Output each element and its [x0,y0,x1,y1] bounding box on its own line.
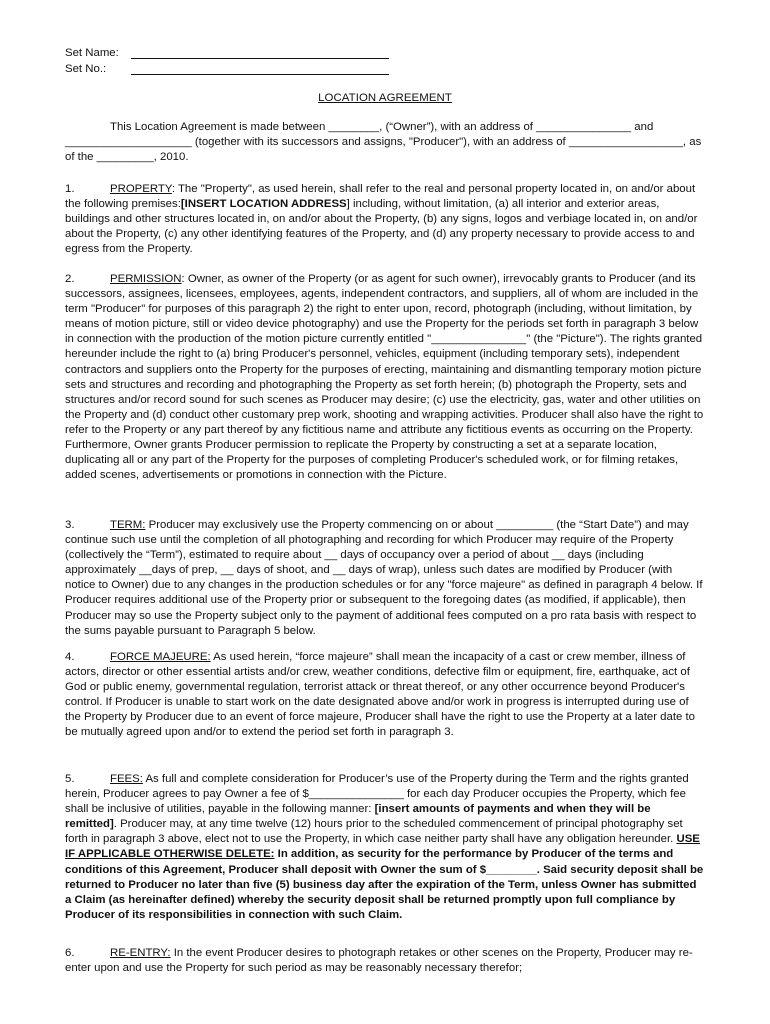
optional-clause-label: USE IF APPLICABLE OTHERWISE DELETE: [65,833,700,861]
section-number: 4. [65,651,75,663]
location-address-placeholder: [INSERT LOCATION ADDRESS [180,198,347,211]
section-force-majeure [65,650,705,741]
section-heading: PERMISSION [110,273,182,285]
set-no-blank [131,74,389,75]
section-heading: PROPERTY [110,183,172,195]
section-number: 2. [65,273,75,285]
section-text: Producer may exclusively use the Property commencing on or about _________ (the “Start Date”) and may continue such use until the completion of all photographing and recording for which Producer may require of the Property (collectively the “Term”), estimated to require about __ days of occupancy over a period of about __ days (including approximately __days of prep, __ days of shoot, and __ days of wrap), unless such dates are modified by Producer (with notice to Owner) due to any changes in the production schedules or for any "force majeure" as defined in paragraph 4 below. If Producer requires additional use of the Property prior or subsequent to the foregoing dates (as modified, if applicable), then Producer may so use the Property subject only to the payment of additional fees computed on a pro rata basis with respect to the sums payable pursuant to Paragraph 5 below. [65,519,703,637]
section-text: As used herein, “force majeure” shall mean the incapacity of a cast or crew member, illness of actors, director or other essential artists and/or crew, weather conditions, defective film or equipment, fire, earthquake, act of God or public enemy, governmental regulation, terrorist attack or threat thereof, or any other occurrence beyond Producer's control. If Producer is unable to start work on the date designated above and/or work in progress is interrupted during use of the Property by Producer due to an event of force majeure, Producer shall have the right to use the Property at a later date to be mutually agreed upon and/or to extend the period set forth in paragraph 3. [65,651,696,739]
section-text: : Owner, as owner of the Property (or as agent for such owner), irrevocably grants to Producer (and its successors, assignees, licensees, employees, agents, independent contractors, and suppliers, all of whom are included in the term "Producer" for purposes of this paragraph 2) the right to enter upon, record, photograph (including, without limitation, by means of motion picture, still or video device photography) and use the Property for the periods set forth in paragraph 3 below in connection with the production of the motion picture currently entitled "_______________" (the "Picture"). The rights granted hereunder include the right to (a) bring Producer's personnel, vehicles, equipment (including temporary sets), independent contractors and suppliers onto the Property for the purposes of erecting, maintaining and dismantling temporary motion picture sets and structures and recording and photographing the Property as set forth herein; (b) photograph the Property, sets and structures and/or record sound for such scenes as Producer may desire; (c) use the electricity, gas, water and other utilities on the Property and (d) conduct other customary prep work, shooting and wrapping activities. Producer shall also have the right to refer to the Property or any part thereof by any fictitious name and attribute any fictitious events as occurring on the Property. Furthermore, Owner grants Producer permission to replicate the Property by constructing a set at a separate location, duplicating all or any part of the Property for the purposes of completing Producer's scheduled work, or for filming retakes, added scenes, advertisements or promotions in connection with the Picture. [65,273,704,482]
section-term [65,518,705,639]
section-heading: TERM: [110,519,146,531]
payment-terms-placeholder: [insert amounts of payments and when they will be remitted] [65,803,651,831]
set-no-label: Set No.: [65,63,107,75]
document-title: LOCATION AGREEMENT [318,92,452,104]
section-text: . Producer may, at any time twelve (12) hours prior to the scheduled commencement of principal photography set forth in paragraph 3 above, elect not to use the Property, in which case neither party shall have any obligation hereunder. [65,818,683,846]
set-name-line [65,46,131,61]
section-number: 6. [65,947,75,959]
security-deposit-clause: In addition, as security for the performance by Producer of the terms and conditions of this Agreement, Producer shall deposit with Owner the sum of $________. Said security deposit shall be returned to Producer no later than five (5) business day after the expiration of the Term, unless Owner has submitted a Claim (as hereinafter defined) whereby the security deposit shall be returned promptly upon full compliance by Producer of its responsibilities in connection with such Claim. [65,848,704,921]
intro-paragraph [65,120,705,165]
section-text: As full and complete consideration for Producer’s use of the Property during the Term and the rights granted herein, Producer agrees to pay Owner a fee of $_______________ for each day Producer occupies the Property, which fee shall be inclusive of utilities, payable in the following manner: [65,773,689,816]
section-heading: FEES: [110,773,143,785]
section-heading: FORCE MAJEURE: [110,651,211,663]
section-number: 3. [65,519,75,531]
section-fees [65,772,705,923]
section-number: 1. [65,183,75,195]
section-text: In the event Producer desires to photograph retakes or other scenes on the Property, Producer may re-enter upon and use the Property for such period as may be reasonably necessary therefor; [65,947,693,975]
set-name-blank [131,58,389,59]
set-name-label: Set Name: [65,47,119,59]
section-text: ] including, without limitation, (a) all interior and exterior areas, buildings and other structures located in, on and/or about the Property, (b) any signs, logos and verbiage located in, on and/or about the Property, (c) any other identifying features of the Property, and (d) any property necessary to provide access to and egress from the Property. [65,198,698,256]
section-reentry [65,946,705,976]
set-no-line [65,62,131,77]
section-permission [65,272,705,483]
section-text: : The "Property", as used herein, shall refer to the real and personal property located in, on and/or about the following premises: [65,183,696,211]
intro-text: This Location Agreement is made between ________, (“Owner”), with an address of _______________ and ____________________ (together with its successors and assigns, "Producer"), with an address of __________________, as of the _________, 2010. [65,121,702,164]
section-number: 5. [65,773,75,785]
section-heading: RE-ENTRY: [110,947,171,959]
section-property [65,182,705,257]
